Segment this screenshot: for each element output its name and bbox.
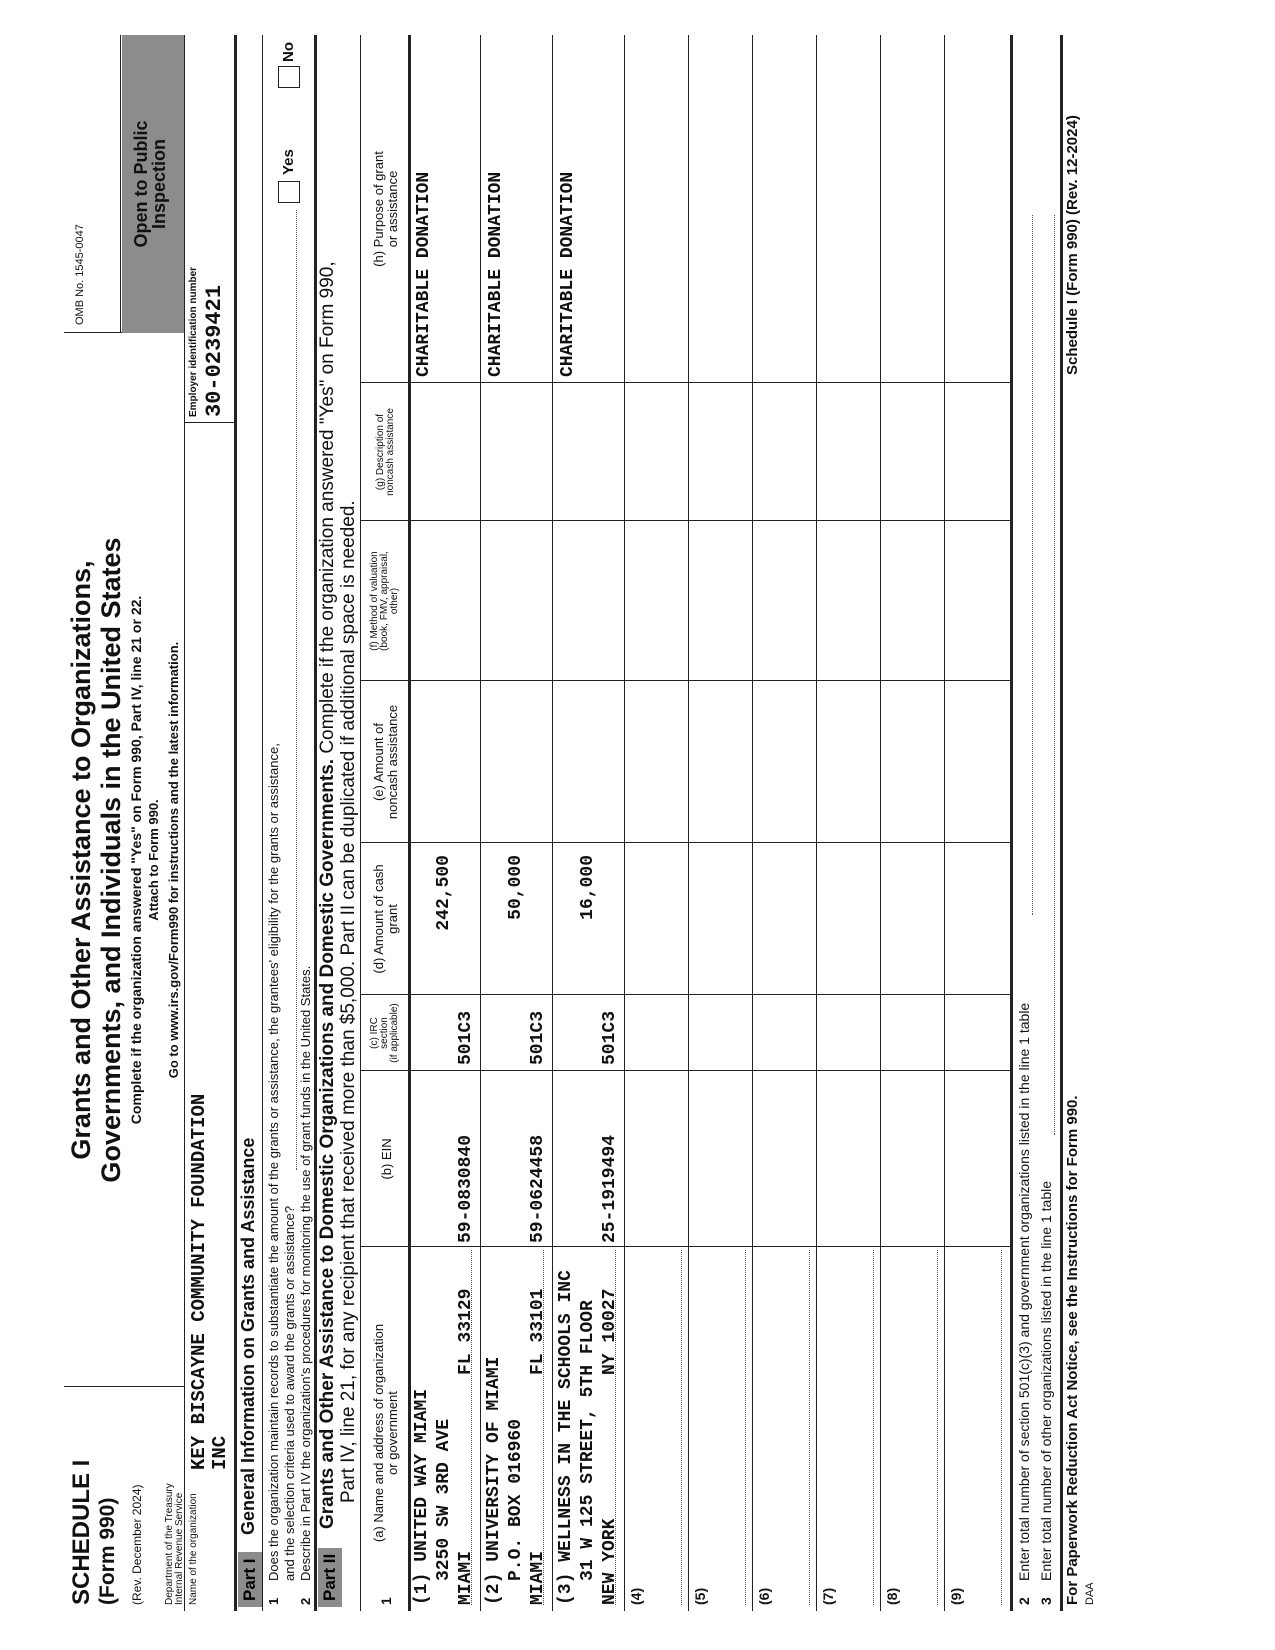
- row3-name-text: WELLNESS IN THE SCHOOLS INC: [556, 1270, 576, 1562]
- row7-number: (7): [820, 1587, 836, 1605]
- instructions-line2: Attach to Form 990.: [146, 799, 161, 921]
- row1-zip: 33129: [456, 1288, 476, 1343]
- col-h-header: [372, 35, 400, 383]
- row3-purpose: CHARITABLE DONATION: [558, 171, 578, 377]
- part2-line3-number: 3: [1038, 1597, 1054, 1605]
- schedule-title: SCHEDULE I: [68, 1459, 95, 1605]
- row3-number: (3): [556, 1572, 576, 1605]
- col-c-header-line2: section: [379, 1017, 390, 1049]
- yes-label: Yes: [280, 149, 297, 175]
- col-a-header: [372, 1299, 400, 1567]
- col-c-header-line1: (c) IRC: [369, 1017, 380, 1049]
- open-to-public-line2: Inspection: [149, 139, 169, 230]
- ein-label: Employer identification number: [188, 266, 199, 417]
- col-f-header-line1: (f) Method of valuation: [369, 551, 380, 651]
- col-e-header-line2: noncash assistance: [385, 704, 400, 820]
- daa-label: DAA: [1084, 1582, 1096, 1605]
- row2-purpose: CHARITABLE DONATION: [486, 171, 506, 377]
- col-e-header-line1: (e) Amount of: [371, 722, 386, 802]
- row2-zip: 33101: [528, 1288, 548, 1343]
- line1-number: 1: [266, 1597, 281, 1605]
- org-name-line2: INC: [209, 1435, 231, 1470]
- row3-irc: 501C3: [600, 1010, 620, 1065]
- col-g-header: [376, 383, 396, 521]
- instructions-line3: Go to www.irs.gov/Form990 for instructions and the latest information.: [166, 641, 181, 1079]
- row1-city: MIAMI: [456, 1550, 476, 1605]
- col-b-header-line1: (b) EIN: [379, 1138, 394, 1180]
- line2-text: Describe in Part IV the organization's procedures for monitoring the use of grant funds in the United States.: [298, 965, 313, 1581]
- col-f-header-line3: other): [389, 587, 400, 615]
- col-d-header-line1: (d) Amount of cash: [371, 864, 386, 974]
- col-d-header: [372, 843, 400, 995]
- row3-city: NEW YORK: [600, 1518, 620, 1605]
- open-to-public-line1: Open to Public: [131, 120, 151, 248]
- row5-number: (5): [692, 1587, 708, 1605]
- part-ii-title: [317, 261, 339, 1529]
- row2-ein: 59-0624458: [528, 1134, 548, 1243]
- row1-cash-grant: 242,500: [434, 855, 454, 931]
- row1-address: 3250 SW 3RD AVE: [434, 1418, 454, 1581]
- col-h-header-line2: or assistance: [385, 170, 400, 248]
- col-g-header-line2: noncash assistance: [385, 408, 396, 496]
- row1-irc: 501C3: [456, 1010, 476, 1065]
- row1-name-text: UNITED WAY MIAMI: [412, 1388, 432, 1562]
- ein-value: 30-0239421: [202, 284, 227, 417]
- row1-number: (1): [412, 1572, 432, 1605]
- line2-number: 2: [298, 1597, 313, 1605]
- revision-date: (Rev. December 2024): [130, 1484, 144, 1605]
- row2-name: [484, 1357, 504, 1605]
- row2-address: P.O. BOX 016960: [506, 1418, 526, 1581]
- main-title-line1: Grants and Other Assistance to Organizations,: [66, 560, 96, 1160]
- row3-ein: 25-1919494: [600, 1134, 620, 1243]
- part-ii-label: Part II: [318, 1548, 342, 1607]
- row2-name-text: UNIVERSITY OF MIAMI: [484, 1356, 504, 1562]
- row2-state-zip: [528, 1289, 548, 1375]
- part-ii-title-line2: Part IV, line 21, for any recipient that received more than $5,000. Part II can be duplicated if additional space is needed.: [338, 500, 359, 1503]
- instructions-line1: Complete if the organization answered "Yes" on Form 990, Part IV, line 21 or 22.: [128, 595, 144, 1125]
- row1-state-zip: [456, 1289, 476, 1375]
- line1-text-b: and the selection criteria used to award the grants or assistance?: [282, 1205, 297, 1581]
- col-h-header-line1: (h) Purpose of grant: [371, 151, 386, 267]
- omb-number: OMB No. 1545-0047: [74, 224, 86, 325]
- row2-number: (2): [484, 1572, 504, 1605]
- row8-number: (8): [884, 1587, 900, 1605]
- col-a-header-line2: or government: [385, 1391, 400, 1475]
- row2-state: FL: [528, 1353, 548, 1375]
- row1-name: [412, 1389, 432, 1605]
- main-title-line2: Governments, and Individuals in the United States: [96, 537, 126, 1183]
- dept-treasury: Department of the Treasury: [164, 1483, 175, 1605]
- table-line-number: 1: [378, 1597, 394, 1605]
- col-c-header-line3: (if applicable): [389, 1003, 400, 1063]
- col-f-header-line2: (book, FMV, appraisal,: [379, 551, 390, 651]
- part2-line2-text: Enter total number of section 501(c)(3) and government organizations listed in the line 1 table: [1016, 1002, 1032, 1581]
- org-name-label: Name of the organization: [188, 1493, 199, 1605]
- irs-label: Internal Revenue Service: [174, 1492, 185, 1605]
- row3-address: 31 W 125 STREET, 5TH FLOOR: [578, 1300, 598, 1581]
- open-to-public-badge: [122, 35, 184, 333]
- row2-irc: 501C3: [528, 1010, 548, 1065]
- no-label: No: [280, 42, 297, 62]
- part-i-title: General Information on Grants and Assistance: [238, 1137, 258, 1535]
- row6-number: (6): [756, 1587, 772, 1605]
- schedule-i-form: [60, 35, 1240, 1615]
- part2-line2-number: 2: [1016, 1597, 1032, 1605]
- col-c-header: [370, 995, 400, 1071]
- part-i-label: Part I: [238, 1552, 262, 1607]
- org-name-line1: KEY BISCAYNE COMMUNITY FOUNDATION: [188, 1093, 210, 1470]
- col-a-header-line1: (a) Name and address of organization: [371, 1323, 386, 1543]
- row2-cash-grant: 50,000: [506, 855, 526, 920]
- col-e-header: [372, 681, 400, 843]
- no-checkbox[interactable]: [278, 66, 300, 88]
- part-ii-title-bold: Grants and Other Assistance to Domestic Organizations and Domestic Governments.: [317, 758, 338, 1529]
- paperwork-notice: For Paperwork Reduction Act Notice, see the Instructions for Form 990.: [1064, 1095, 1081, 1605]
- row1-purpose: CHARITABLE DONATION: [414, 171, 434, 377]
- footer-form-id: Schedule I (Form 990) (Rev. 12-2024): [1064, 115, 1081, 375]
- row9-number: (9): [948, 1587, 964, 1605]
- row1-state: FL: [456, 1353, 476, 1375]
- row3-zip: 10027: [600, 1288, 620, 1343]
- row3-name: [556, 1270, 576, 1605]
- row2-city: MIAMI: [528, 1550, 548, 1605]
- col-d-header-line2: grant: [385, 904, 400, 934]
- col-f-header: [370, 521, 400, 681]
- row1-ein: 59-0830840: [456, 1134, 476, 1243]
- line1-text-a: Does the organization maintain records to substantiate the amount of the grants or assistance, the grantees' eligibility for the grants or assistance,: [266, 743, 281, 1581]
- row3-state-zip: [600, 1289, 620, 1375]
- row4-number: (4): [628, 1587, 644, 1605]
- col-g-header-line1: (g) Description of: [375, 413, 386, 491]
- part-ii-title-rest: Complete if the organization answered "Yes" on Form 990,: [317, 261, 338, 759]
- col-b-header: [380, 1071, 394, 1247]
- row3-cash-grant: 16,000: [578, 855, 598, 920]
- row3-state: NY: [600, 1353, 620, 1375]
- form-number: (Form 990): [96, 1497, 119, 1605]
- yes-checkbox[interactable]: [278, 181, 300, 203]
- part2-line3-text: Enter total number of other organizations listed in the line 1 table: [1038, 1180, 1054, 1581]
